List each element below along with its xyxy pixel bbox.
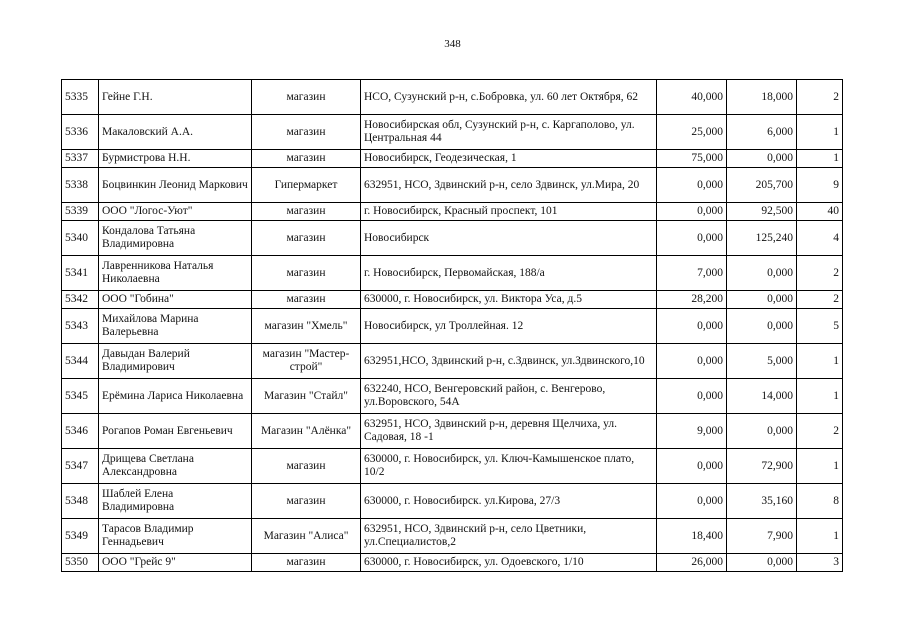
row-type: магазин bbox=[252, 484, 361, 519]
row-value-3: 5 bbox=[797, 309, 843, 344]
row-name: Рогапов Роман Евгеньевич bbox=[99, 414, 252, 449]
table-row bbox=[62, 519, 843, 554]
row-type: магазин bbox=[252, 150, 361, 168]
row-type: Магазин "Стайл" bbox=[252, 379, 361, 414]
row-number: 5337 bbox=[62, 150, 99, 168]
row-type: магазин bbox=[252, 203, 361, 221]
table-row bbox=[62, 554, 843, 572]
row-number: 5338 bbox=[62, 168, 99, 203]
row-value-1: 18,400 bbox=[657, 519, 727, 554]
row-number: 5335 bbox=[62, 80, 99, 115]
row-value-3: 4 bbox=[797, 221, 843, 256]
row-value-1: 0,000 bbox=[657, 203, 727, 221]
row-number: 5349 bbox=[62, 519, 99, 554]
row-value-2: 72,900 bbox=[727, 449, 797, 484]
row-number: 5342 bbox=[62, 291, 99, 309]
row-address: 632951, НСО, Здвинский р-н, село Здвинск, ул.Мира, 20 bbox=[361, 168, 657, 203]
row-address: 632240, НСО, Венгеровский район, с. Венгерово, ул.Воровского, 54А bbox=[361, 379, 657, 414]
row-name: Тарасов Владимир Геннадьевич bbox=[99, 519, 252, 554]
row-address: 630000, г. Новосибирск, ул. Ключ-Камышенское плато, 10/2 bbox=[361, 449, 657, 484]
row-name: Макаловский А.А. bbox=[99, 115, 252, 150]
row-type: магазин bbox=[252, 80, 361, 115]
row-number: 5347 bbox=[62, 449, 99, 484]
row-value-3: 2 bbox=[797, 414, 843, 449]
row-name: ООО "Гобина" bbox=[99, 291, 252, 309]
row-value-2: 205,700 bbox=[727, 168, 797, 203]
row-value-1: 0,000 bbox=[657, 484, 727, 519]
row-value-3: 8 bbox=[797, 484, 843, 519]
row-address: 632951, НСО, Здвинский р-н, деревня Щелчиха, ул. Садовая, 18 -1 bbox=[361, 414, 657, 449]
row-value-1: 28,200 bbox=[657, 291, 727, 309]
table-row bbox=[62, 291, 843, 309]
row-number: 5343 bbox=[62, 309, 99, 344]
row-number: 5346 bbox=[62, 414, 99, 449]
row-value-2: 35,160 bbox=[727, 484, 797, 519]
row-value-3: 3 bbox=[797, 554, 843, 572]
row-name: ООО "Логос-Уют" bbox=[99, 203, 252, 221]
row-value-2: 125,240 bbox=[727, 221, 797, 256]
row-value-3: 1 bbox=[797, 519, 843, 554]
row-number: 5341 bbox=[62, 256, 99, 291]
row-value-1: 0,000 bbox=[657, 379, 727, 414]
row-address: Новосибирск bbox=[361, 221, 657, 256]
row-value-2: 0,000 bbox=[727, 256, 797, 291]
table-row bbox=[62, 256, 843, 291]
table-row bbox=[62, 344, 843, 379]
row-number: 5336 bbox=[62, 115, 99, 150]
row-value-1: 25,000 bbox=[657, 115, 727, 150]
row-value-2: 7,900 bbox=[727, 519, 797, 554]
row-address: 632951, НСО, Здвинский р-н, село Цветники, ул.Специалистов,2 bbox=[361, 519, 657, 554]
row-number: 5348 bbox=[62, 484, 99, 519]
row-type: Магазин "Алиса" bbox=[252, 519, 361, 554]
row-value-2: 5,000 bbox=[727, 344, 797, 379]
row-number: 5344 bbox=[62, 344, 99, 379]
row-value-2: 0,000 bbox=[727, 291, 797, 309]
row-value-1: 0,000 bbox=[657, 449, 727, 484]
row-number: 5339 bbox=[62, 203, 99, 221]
row-value-1: 75,000 bbox=[657, 150, 727, 168]
table-row bbox=[62, 150, 843, 168]
row-address: г. Новосибирск, Первомайская, 188/а bbox=[361, 256, 657, 291]
row-value-3: 2 bbox=[797, 291, 843, 309]
table-row bbox=[62, 115, 843, 150]
row-number: 5350 bbox=[62, 554, 99, 572]
row-value-3: 2 bbox=[797, 256, 843, 291]
row-name: Боцвинкин Леонид Маркович bbox=[99, 168, 252, 203]
row-value-3: 40 bbox=[797, 203, 843, 221]
row-value-3: 2 bbox=[797, 80, 843, 115]
row-type: магазин bbox=[252, 449, 361, 484]
table-row bbox=[62, 379, 843, 414]
row-value-2: 0,000 bbox=[727, 554, 797, 572]
table-row bbox=[62, 168, 843, 203]
row-type: магазин bbox=[252, 256, 361, 291]
row-name: ООО "Грейс 9" bbox=[99, 554, 252, 572]
table-row bbox=[62, 221, 843, 256]
registry-table bbox=[61, 79, 843, 572]
table-row bbox=[62, 484, 843, 519]
row-value-1: 0,000 bbox=[657, 221, 727, 256]
row-type: Магазин "Алёнка" bbox=[252, 414, 361, 449]
row-value-3: 1 bbox=[797, 150, 843, 168]
row-value-3: 1 bbox=[797, 344, 843, 379]
row-value-1: 40,000 bbox=[657, 80, 727, 115]
row-value-3: 1 bbox=[797, 449, 843, 484]
row-value-1: 0,000 bbox=[657, 344, 727, 379]
row-address: Новосибирск, ул Троллейная. 12 bbox=[361, 309, 657, 344]
row-type: магазин bbox=[252, 115, 361, 150]
row-name: Гейне Г.Н. bbox=[99, 80, 252, 115]
row-address: 630000, г. Новосибирск, ул. Одоевского, 1/10 bbox=[361, 554, 657, 572]
row-name: Лавренникова Наталья Николаевна bbox=[99, 256, 252, 291]
row-name: Давыдан Валерий Владимирович bbox=[99, 344, 252, 379]
row-address: 632951,НСО, Здвинский р-н, с.Здвинск, ул.Здвинского,10 bbox=[361, 344, 657, 379]
row-name: Ерёмина Лариса Николаевна bbox=[99, 379, 252, 414]
row-value-1: 0,000 bbox=[657, 168, 727, 203]
page-number: 348 bbox=[444, 38, 461, 50]
row-value-1: 7,000 bbox=[657, 256, 727, 291]
row-type: магазин "Хмель" bbox=[252, 309, 361, 344]
row-name: Дрищева Светлана Александровна bbox=[99, 449, 252, 484]
row-value-3: 9 bbox=[797, 168, 843, 203]
row-value-2: 6,000 bbox=[727, 115, 797, 150]
row-value-2: 0,000 bbox=[727, 414, 797, 449]
table-row bbox=[62, 449, 843, 484]
row-value-2: 92,500 bbox=[727, 203, 797, 221]
row-address: НСО, Сузунский р-н, с.Бобровка, ул. 60 лет Октября, 62 bbox=[361, 80, 657, 115]
row-address: 630000, г. Новосибирск, ул. Виктора Уса, д.5 bbox=[361, 291, 657, 309]
row-value-3: 1 bbox=[797, 379, 843, 414]
row-type: магазин "Мастер-строй" bbox=[252, 344, 361, 379]
row-value-3: 1 bbox=[797, 115, 843, 150]
row-address: г. Новосибирск, Красный проспект, 101 bbox=[361, 203, 657, 221]
row-type: Гипермаркет bbox=[252, 168, 361, 203]
row-name: Михайлова Марина Валерьевна bbox=[99, 309, 252, 344]
row-address: 630000, г. Новосибирск. ул.Кирова, 27/3 bbox=[361, 484, 657, 519]
row-type: магазин bbox=[252, 554, 361, 572]
row-name: Кондалова Татьяна Владимировна bbox=[99, 221, 252, 256]
row-value-1: 0,000 bbox=[657, 309, 727, 344]
row-type: магазин bbox=[252, 291, 361, 309]
row-type: магазин bbox=[252, 221, 361, 256]
row-value-1: 9,000 bbox=[657, 414, 727, 449]
row-name: Бурмистрова Н.Н. bbox=[99, 150, 252, 168]
row-value-2: 0,000 bbox=[727, 150, 797, 168]
row-value-2: 0,000 bbox=[727, 309, 797, 344]
table-row bbox=[62, 203, 843, 221]
row-address: Новосибирская обл, Сузунский р-н, с. Каргаполово, ул. Центральная 44 bbox=[361, 115, 657, 150]
row-name: Шаблей Елена Владимировна bbox=[99, 484, 252, 519]
row-value-1: 26,000 bbox=[657, 554, 727, 572]
row-number: 5340 bbox=[62, 221, 99, 256]
registry-table-body bbox=[62, 80, 843, 572]
table-row bbox=[62, 80, 843, 115]
row-value-2: 18,000 bbox=[727, 80, 797, 115]
row-number: 5345 bbox=[62, 379, 99, 414]
row-value-2: 14,000 bbox=[727, 379, 797, 414]
table-row bbox=[62, 414, 843, 449]
row-address: Новосибирск, Геодезическая, 1 bbox=[361, 150, 657, 168]
table-row bbox=[62, 309, 843, 344]
